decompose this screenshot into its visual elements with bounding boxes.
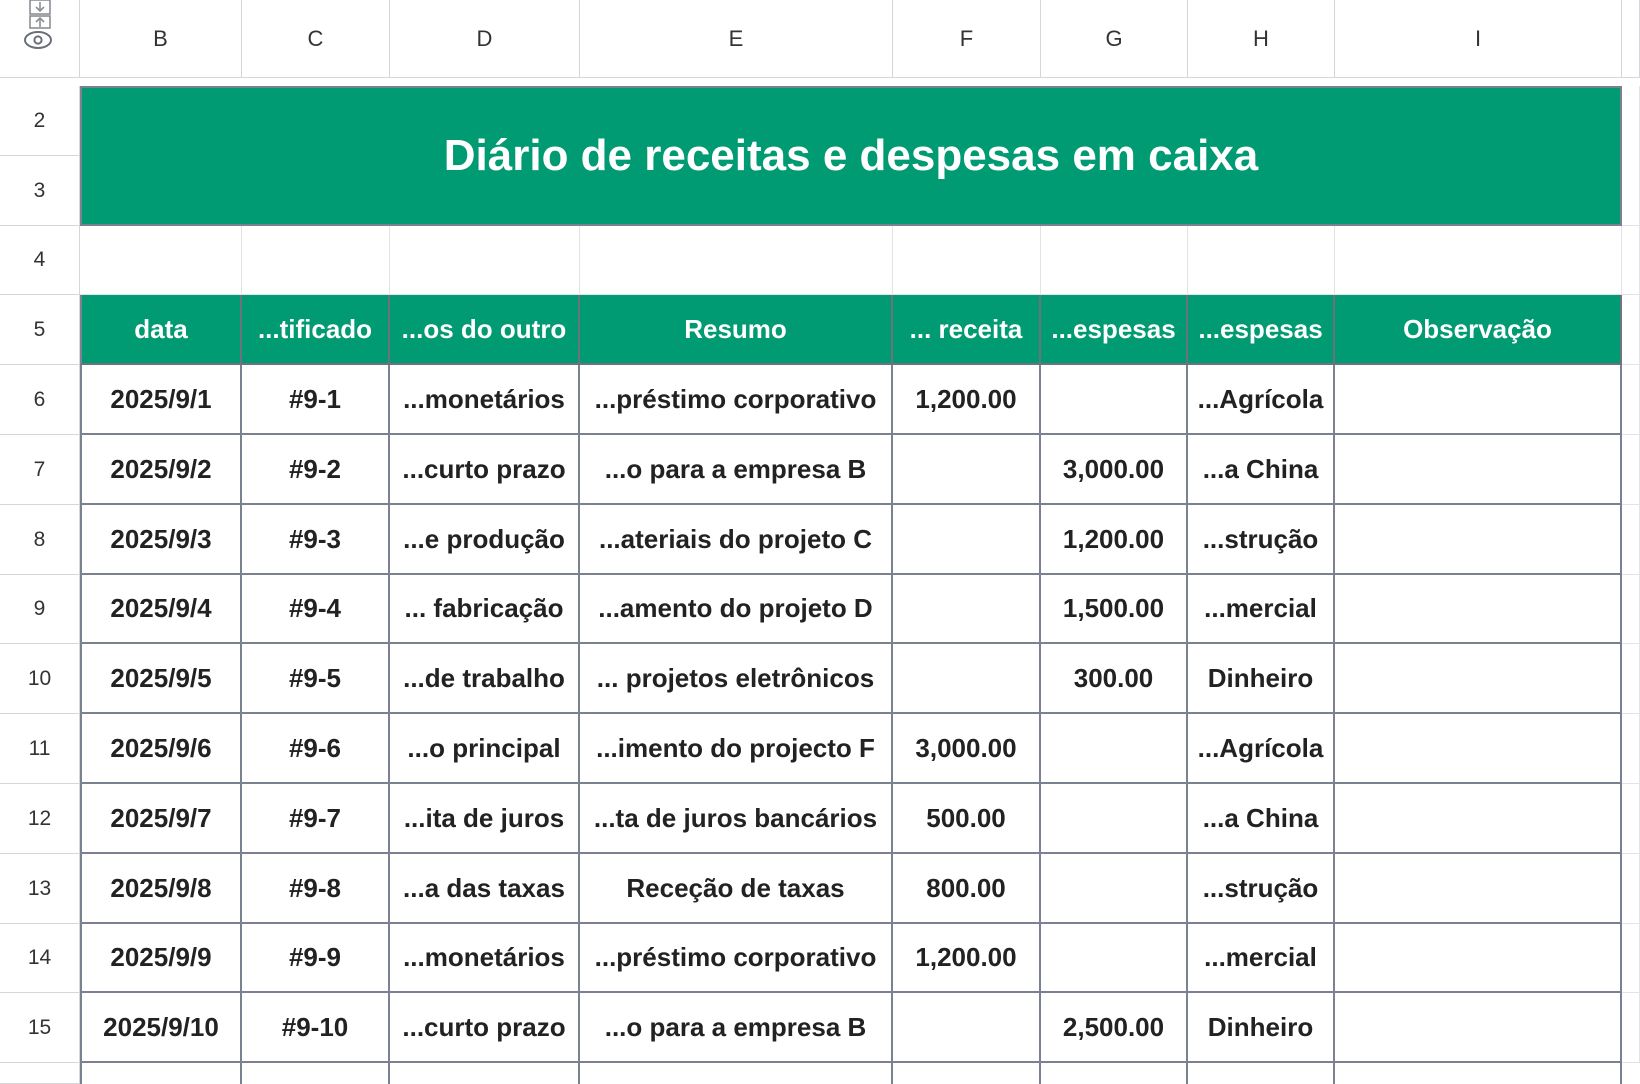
table-cell[interactable]: Receção de taxas	[580, 854, 893, 924]
cell-blank[interactable]	[1622, 854, 1640, 924]
table-cell[interactable]: ...de trabalho	[390, 644, 580, 714]
table-cell[interactable]: ...ita de juros	[390, 784, 580, 854]
table-cell[interactable]: ...préstimo corporativo	[580, 924, 893, 993]
table-cell[interactable]: #9-3	[242, 505, 390, 575]
header-outro[interactable]: ...os do outro	[390, 295, 580, 365]
row-header-7[interactable]: 7	[0, 435, 80, 505]
header-certificado[interactable]: ...tificado	[242, 295, 390, 365]
table-cell[interactable]: ...strução	[1188, 505, 1335, 575]
select-all-corner[interactable]	[0, 0, 80, 78]
table-cell[interactable]	[893, 505, 1041, 575]
table-cell[interactable]	[1335, 714, 1622, 784]
table-cell[interactable]	[1335, 365, 1622, 435]
header-despesas-valor[interactable]: ...espesas	[1041, 295, 1188, 365]
table-cell[interactable]: #9-1	[242, 365, 390, 435]
table-cell[interactable]: 1,200.00	[893, 365, 1041, 435]
table-cell[interactable]: ...e produção	[390, 505, 580, 575]
row-header-5[interactable]: 5	[0, 295, 80, 365]
cell-blank[interactable]	[1622, 714, 1640, 784]
table-cell[interactable]	[1041, 924, 1188, 993]
table-cell[interactable]: 1,200.00	[1041, 505, 1188, 575]
table-cell[interactable]: ...o principal	[390, 714, 580, 784]
header-resumo[interactable]: Resumo	[580, 295, 893, 365]
table-cell[interactable]: 3,000.00	[893, 714, 1041, 784]
column-header-b[interactable]: B	[80, 0, 242, 78]
cell-blank[interactable]	[1622, 505, 1640, 575]
table-cell[interactable]: ...a das taxas	[390, 854, 580, 924]
table-cell[interactable]	[1335, 575, 1622, 644]
header-receita[interactable]: ... receita	[893, 295, 1041, 365]
table-cell[interactable]	[893, 575, 1041, 644]
table-cell[interactable]: ...ta de juros bancários	[580, 784, 893, 854]
table-cell[interactable]	[1188, 1063, 1335, 1084]
cell-blank[interactable]	[1622, 86, 1640, 226]
table-cell[interactable]: ...monetários	[390, 365, 580, 435]
cell-blank[interactable]	[1188, 226, 1335, 295]
cell-blank[interactable]	[390, 226, 580, 295]
cell-blank[interactable]	[1041, 226, 1188, 295]
header-observacao[interactable]: Observação	[1335, 295, 1622, 365]
table-cell[interactable]: 2025/9/6	[80, 714, 242, 784]
table-cell[interactable]: ...o para a empresa B	[580, 435, 893, 505]
row-header-6[interactable]: 6	[0, 365, 80, 435]
cell-blank[interactable]	[1622, 435, 1640, 505]
row-header-8[interactable]: 8	[0, 505, 80, 575]
table-cell[interactable]	[1041, 784, 1188, 854]
row-header-13[interactable]: 13	[0, 854, 80, 924]
table-cell[interactable]: #9-5	[242, 644, 390, 714]
table-cell[interactable]: 800.00	[893, 854, 1041, 924]
cell-blank[interactable]	[1335, 226, 1622, 295]
table-cell[interactable]: #9-10	[242, 993, 390, 1063]
cell-blank[interactable]	[1622, 644, 1640, 714]
table-cell[interactable]	[1041, 365, 1188, 435]
column-header-i[interactable]: I	[1335, 0, 1622, 78]
cell-blank[interactable]	[1622, 295, 1640, 365]
table-cell[interactable]: 2025/9/8	[80, 854, 242, 924]
cell-blank[interactable]	[242, 226, 390, 295]
table-cell[interactable]: ...a China	[1188, 435, 1335, 505]
table-cell[interactable]	[242, 1063, 390, 1084]
table-cell[interactable]	[1041, 854, 1188, 924]
cell-blank[interactable]	[1622, 365, 1640, 435]
table-cell[interactable]: #9-9	[242, 924, 390, 993]
table-cell[interactable]: 2,500.00	[1041, 993, 1188, 1063]
table-cell[interactable]: 2025/9/7	[80, 784, 242, 854]
table-cell[interactable]: ...mercial	[1188, 575, 1335, 644]
cell-blank[interactable]	[1622, 993, 1640, 1063]
table-cell[interactable]	[893, 644, 1041, 714]
table-cell[interactable]	[1335, 505, 1622, 575]
table-cell[interactable]: #9-8	[242, 854, 390, 924]
table-cell[interactable]: ...Agrícola	[1188, 365, 1335, 435]
cell-blank[interactable]	[580, 226, 893, 295]
table-cell[interactable]: ...curto prazo	[390, 993, 580, 1063]
table-cell[interactable]: ... projetos eletrônicos	[580, 644, 893, 714]
cell-blank[interactable]	[80, 226, 242, 295]
table-cell[interactable]: ...ateriais do projeto C	[580, 505, 893, 575]
table-cell[interactable]	[1335, 435, 1622, 505]
table-cell[interactable]: 2025/9/10	[80, 993, 242, 1063]
table-cell[interactable]	[1335, 924, 1622, 993]
table-cell[interactable]: Dinheiro	[1188, 993, 1335, 1063]
table-cell[interactable]	[1041, 714, 1188, 784]
row-header-12[interactable]: 12	[0, 784, 80, 854]
table-cell[interactable]	[893, 435, 1041, 505]
table-cell[interactable]	[80, 1063, 242, 1084]
table-cell[interactable]	[1335, 993, 1622, 1063]
table-cell[interactable]: 2025/9/1	[80, 365, 242, 435]
table-cell[interactable]: 3,000.00	[1041, 435, 1188, 505]
table-cell[interactable]	[1335, 784, 1622, 854]
table-cell[interactable]: ...amento do projeto D	[580, 575, 893, 644]
table-cell[interactable]: #9-6	[242, 714, 390, 784]
table-cell[interactable]: #9-2	[242, 435, 390, 505]
table-cell[interactable]	[580, 1063, 893, 1084]
table-cell[interactable]: 2025/9/2	[80, 435, 242, 505]
table-cell[interactable]: 2025/9/9	[80, 924, 242, 993]
row-header-3[interactable]: 3	[0, 156, 80, 226]
row-header-11[interactable]: 11	[0, 714, 80, 784]
table-cell[interactable]: ...Agrícola	[1188, 714, 1335, 784]
table-cell[interactable]: ...monetários	[390, 924, 580, 993]
table-cell[interactable]: ...préstimo corporativo	[580, 365, 893, 435]
table-cell[interactable]: #9-7	[242, 784, 390, 854]
table-cell[interactable]: ...o para a empresa B	[580, 993, 893, 1063]
table-cell[interactable]	[893, 1063, 1041, 1084]
row-header-9[interactable]: 9	[0, 575, 80, 644]
table-cell[interactable]: 1,500.00	[1041, 575, 1188, 644]
table-cell[interactable]: ...mercial	[1188, 924, 1335, 993]
row-header-next[interactable]	[0, 1063, 80, 1084]
table-cell[interactable]	[1335, 854, 1622, 924]
cell-blank[interactable]	[1622, 924, 1640, 993]
row-header-14[interactable]: 14	[0, 924, 80, 993]
table-cell[interactable]: 2025/9/4	[80, 575, 242, 644]
column-header-d[interactable]: D	[390, 0, 580, 78]
table-cell[interactable]	[390, 1063, 580, 1084]
table-cell[interactable]: 300.00	[1041, 644, 1188, 714]
table-cell[interactable]	[1335, 1063, 1622, 1084]
cell-blank[interactable]	[1622, 226, 1640, 295]
table-cell[interactable]: ...curto prazo	[390, 435, 580, 505]
table-cell[interactable]: #9-4	[242, 575, 390, 644]
table-cell[interactable]: ...a China	[1188, 784, 1335, 854]
table-cell[interactable]: ... fabricação	[390, 575, 580, 644]
column-header-next[interactable]	[1622, 0, 1640, 78]
table-cell[interactable]	[1335, 644, 1622, 714]
cell-blank[interactable]	[1622, 575, 1640, 644]
row-header-10[interactable]: 10	[0, 644, 80, 714]
column-header-h[interactable]: H	[1188, 0, 1335, 78]
header-data[interactable]: data	[80, 295, 242, 365]
row-header-15[interactable]: 15	[0, 993, 80, 1063]
table-cell[interactable]: 2025/9/3	[80, 505, 242, 575]
header-despesas-conta[interactable]: ...espesas	[1188, 295, 1335, 365]
table-cell[interactable]: ...imento do projecto F	[580, 714, 893, 784]
table-cell[interactable]: 500.00	[893, 784, 1041, 854]
sheet-title-banner[interactable]: Diário de receitas e despesas em caixa	[80, 86, 1622, 226]
table-cell[interactable]: 2025/9/5	[80, 644, 242, 714]
row-header-4[interactable]: 4	[0, 226, 80, 295]
table-cell[interactable]: Dinheiro	[1188, 644, 1335, 714]
view-toggle-icon[interactable]	[22, 0, 58, 52]
table-cell[interactable]: ...strução	[1188, 854, 1335, 924]
column-header-e[interactable]: E	[580, 0, 893, 78]
row-header-2[interactable]: 2	[0, 86, 80, 156]
cell-blank[interactable]	[1622, 784, 1640, 854]
cell-blank[interactable]	[893, 226, 1041, 295]
column-header-g[interactable]: G	[1041, 0, 1188, 78]
column-header-f[interactable]: F	[893, 0, 1041, 78]
table-cell[interactable]: 1,200.00	[893, 924, 1041, 993]
column-header-c[interactable]: C	[242, 0, 390, 78]
table-cell[interactable]	[1041, 1063, 1188, 1084]
table-cell[interactable]	[893, 993, 1041, 1063]
